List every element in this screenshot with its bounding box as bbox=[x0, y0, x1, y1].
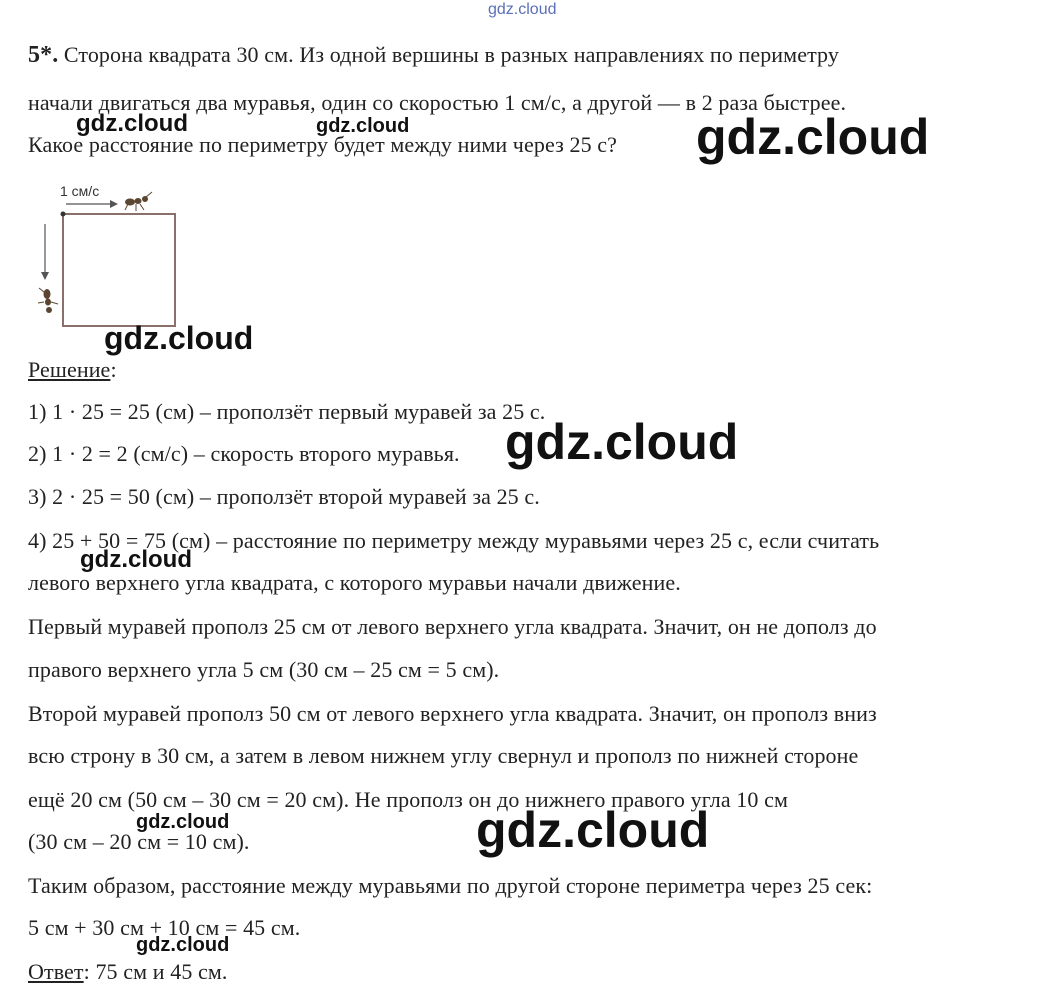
problem-line-3: Какое расстояние по периметру будет между ними через 25 с? bbox=[28, 132, 617, 157]
answer-line bbox=[28, 959, 228, 985]
ant-icon-left bbox=[38, 288, 58, 313]
solution-step-2: 2) 1 · 2 = 2 (см/с) – скорость второго муравья. bbox=[28, 441, 460, 466]
square-figure bbox=[30, 176, 190, 334]
answer-text: : 75 см и 45 см. bbox=[83, 959, 228, 984]
paragraph-line: ещё 20 см (50 см – 30 см = 20 см). Не прополз он до нижнего правого угла 10 см bbox=[28, 787, 788, 812]
paragraph-line: Таким образом, расстояние между муравьями по другой стороне периметра через 25 сек: bbox=[28, 873, 873, 898]
problem-text-1: Сторона квадрата 30 см. Из одной вершины в разных направлениях по периметру bbox=[58, 42, 839, 67]
right-arrow-icon bbox=[110, 200, 118, 208]
solution-step-1: 1) 1 · 25 = 25 (см) – проползёт первый муравей за 25 с. bbox=[28, 399, 546, 424]
problem-line-1 bbox=[28, 42, 839, 68]
speed-label: 1 см/с bbox=[60, 183, 100, 199]
start-vertex bbox=[61, 212, 66, 217]
paragraph-line: всю строну в 30 см, а затем в левом нижнем углу свернул и прополз по нижней стороне bbox=[28, 743, 859, 768]
problem-line-2: начали двигаться два муравья, один со скоростью 1 см/с, а другой — в 2 раза быстрее. bbox=[28, 90, 847, 115]
paragraph-line: (30 см – 20 см = 10 см). bbox=[28, 829, 250, 854]
watermark-logo: gdz.cloud bbox=[76, 110, 188, 137]
solution-step-3: 3) 2 · 25 = 50 (см) – проползёт второй муравей за 25 с. bbox=[28, 484, 540, 509]
watermark-logo: gdz.cloud bbox=[505, 414, 739, 470]
answer-label: Ответ bbox=[28, 959, 84, 984]
watermark-logo: gdz.cloud bbox=[316, 115, 410, 137]
watermark-logo: gdz.cloud bbox=[136, 934, 230, 956]
watermark-logo: gdz.cloud bbox=[696, 109, 930, 165]
down-arrow-icon bbox=[41, 272, 49, 280]
watermark-logo: gdz.cloud bbox=[488, 1, 557, 18]
paragraph-line: Первый муравей прополз 25 см от левого верхнего угла квадрата. Значит, он не дополз до bbox=[28, 614, 877, 639]
problem-number: 5*. bbox=[28, 42, 59, 68]
solution-heading-text: Решение bbox=[28, 357, 111, 382]
ant-icon-top bbox=[125, 192, 152, 211]
paragraph-line: левого верхнего угла квадрата, с которого муравьи начали движение. bbox=[28, 570, 681, 595]
watermark-logo: gdz.cloud bbox=[104, 320, 254, 356]
solution-heading bbox=[28, 357, 117, 383]
solution-heading-colon: : bbox=[110, 357, 117, 382]
solution-step-4: 4) 25 + 50 = 75 (см) – расстояние по периметру между муравьями через 25 с, если считать bbox=[28, 528, 880, 553]
square bbox=[63, 214, 175, 326]
paragraph-line: 5 см + 30 см + 10 см = 45 см. bbox=[28, 915, 301, 940]
watermark-logo: gdz.cloud bbox=[476, 802, 710, 858]
paragraph-line: правого верхнего угла 5 см (30 см – 25 см = 5 см). bbox=[28, 657, 500, 682]
watermark-logo: gdz.cloud bbox=[136, 811, 230, 833]
paragraph-line: Второй муравей прополз 50 см от левого верхнего угла квадрата. Значит, он прополз вниз bbox=[28, 701, 877, 726]
watermark-logo: gdz.cloud bbox=[80, 546, 192, 573]
